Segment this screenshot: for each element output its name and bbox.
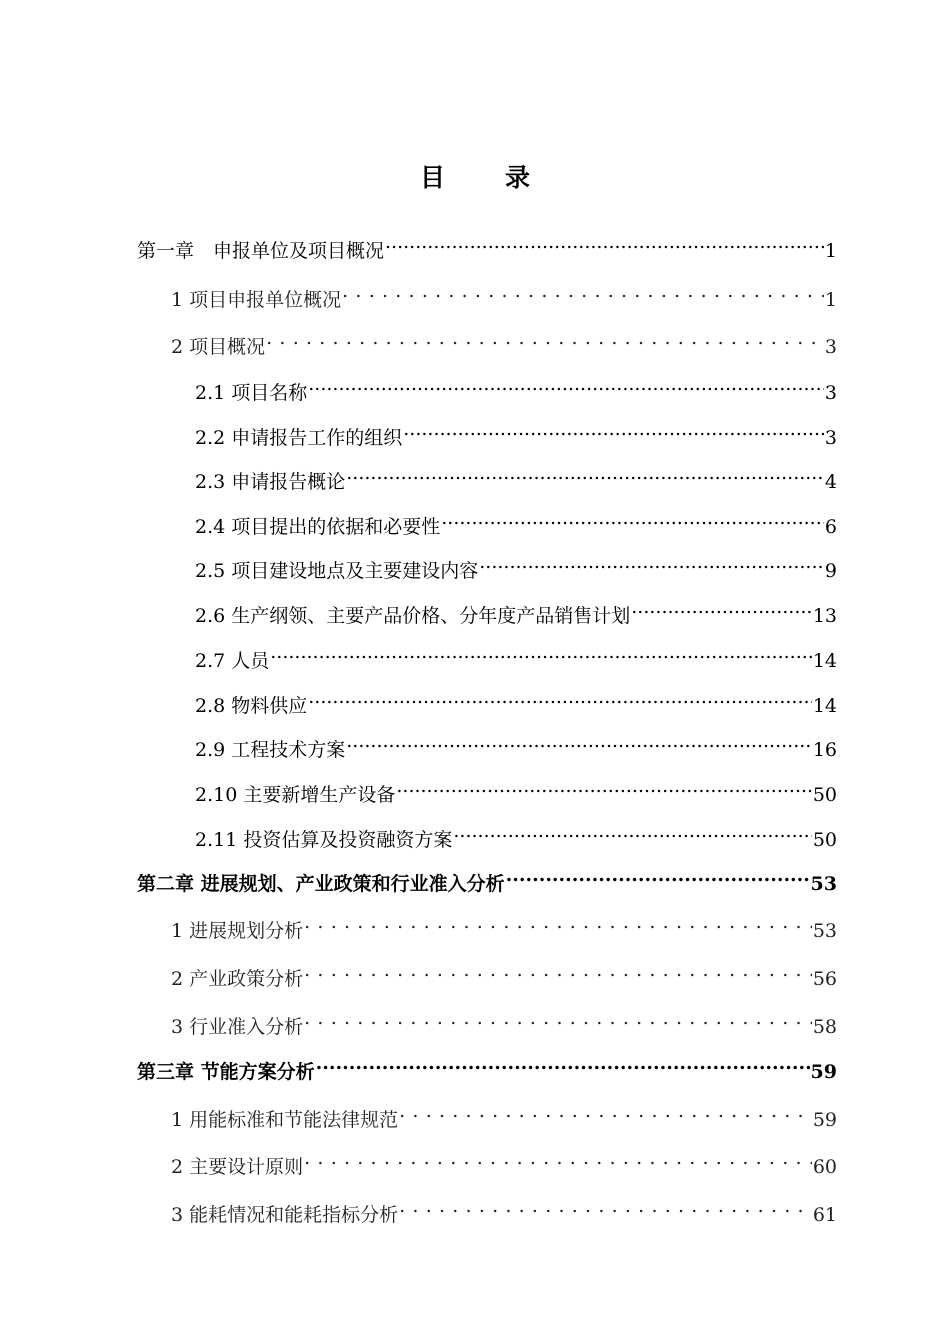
title-char-left: 目: [419, 163, 445, 192]
toc-entry-label: 1 用能标准和节能法律规范: [171, 1109, 399, 1131]
toc-entry-label: 2.10 主要新增生产设备: [195, 784, 396, 806]
toc-entry-page: 50: [812, 784, 837, 806]
dot-leader: [479, 547, 824, 577]
dot-leader: [385, 227, 824, 257]
toc-entry-label: 2.2 申请报告工作的组织: [195, 427, 403, 449]
toc-entry-label: 1 进展规划分析: [171, 920, 304, 942]
toc-entry-page: 14: [812, 650, 837, 672]
toc-entry-page: 14: [812, 695, 837, 717]
toc-entry-page: 16: [812, 739, 837, 761]
dot-leader: [506, 860, 810, 890]
dot-leader: [266, 323, 824, 353]
toc-entry-page: 1: [824, 289, 837, 311]
dot-leader: [346, 726, 812, 756]
dot-leader: [396, 771, 811, 801]
toc-entry-label: 3 能耗情况和能耗指标分析: [171, 1204, 399, 1226]
toc-entry-page: 58: [812, 1016, 837, 1038]
toc-entry-page: 61: [812, 1204, 837, 1226]
toc-entry-label: 2.4 项目提出的依据和必要性: [195, 516, 441, 538]
toc-entry-page: 53: [812, 920, 837, 942]
toc-entry-label: 3 行业准入分析: [171, 1016, 304, 1038]
toc-entry-2-4[interactable]: [195, 503, 837, 538]
dot-leader: [316, 1048, 810, 1078]
toc-entry-page: 13: [812, 605, 837, 627]
toc-entry-label: 第三章 节能方案分析: [137, 1061, 315, 1083]
toc-entry-page: 6: [824, 516, 837, 538]
toc-entry-page: 53: [810, 873, 837, 895]
dot-leader: [631, 592, 812, 622]
dot-leader: [342, 276, 824, 306]
toc-entry-2-5[interactable]: [195, 547, 837, 582]
toc-entry-chapter-2[interactable]: [137, 860, 837, 895]
toc-entry-page: 4: [824, 471, 837, 493]
dot-leader: [308, 369, 824, 399]
dot-leader: [304, 907, 812, 937]
dot-leader: [441, 503, 824, 533]
toc-entry-2-2[interactable]: [195, 414, 837, 449]
dot-leader: [399, 1096, 812, 1126]
toc-entry-chapter-3[interactable]: [137, 1048, 837, 1083]
toc-entry-page: 3: [824, 427, 837, 449]
dot-leader: [403, 414, 824, 444]
toc-entry-page: 60: [812, 1156, 837, 1178]
toc-entry-chapter-1[interactable]: [137, 227, 837, 262]
toc-entry-ch2-1[interactable]: [171, 907, 837, 942]
toc-entry-page: 59: [812, 1109, 837, 1131]
toc-entry-2-9[interactable]: [195, 726, 837, 761]
dot-leader: [304, 955, 812, 985]
dot-leader: [308, 682, 812, 712]
toc-entry-ch3-2[interactable]: [171, 1143, 837, 1178]
toc-entry-2-6[interactable]: [195, 592, 837, 627]
toc-entry-page: 59: [810, 1061, 837, 1083]
toc-entry-ch2-2[interactable]: [171, 955, 837, 990]
toc-entry-page: 3: [824, 382, 837, 404]
toc-entry-label: 2.5 项目建设地点及主要建设内容: [195, 560, 479, 582]
toc-entry-label: 2.11 投资估算及投资融资方案: [195, 829, 453, 851]
toc-entry-label: 2 主要设计原则: [171, 1156, 304, 1178]
toc-entry-label: 2.1 项目名称: [195, 382, 308, 404]
toc-entry-ch2-3[interactable]: [171, 1003, 837, 1038]
dot-leader: [304, 1143, 812, 1173]
toc-entry-label: 2 项目概况: [171, 336, 266, 358]
toc-entry-2-3[interactable]: [195, 458, 837, 493]
toc-entry-page: 3: [824, 336, 837, 358]
toc-entry-page: 56: [812, 968, 837, 990]
toc-entry-label: 2.7 人员: [195, 650, 270, 672]
toc-entry-ch3-3[interactable]: [171, 1191, 837, 1226]
toc-entry-label: 2.9 工程技术方案: [195, 739, 346, 761]
title-char-right: 录: [505, 163, 531, 192]
toc-entry-label: 2.8 物料供应: [195, 695, 308, 717]
toc-entry-1-1[interactable]: [171, 276, 837, 311]
toc-entry-2-7[interactable]: [195, 637, 837, 672]
toc-entry-2-8[interactable]: [195, 682, 837, 717]
toc-entry-1-2[interactable]: [171, 323, 837, 358]
dot-leader: [453, 816, 811, 846]
toc-entry-label: 2 产业政策分析: [171, 968, 304, 990]
toc-entry-label: 1 项目申报单位概况: [171, 289, 342, 311]
toc-entry-2-10[interactable]: [195, 771, 837, 806]
toc-entry-label: 2.3 申请报告概论: [195, 471, 346, 493]
toc-entry-ch3-1[interactable]: [171, 1096, 837, 1131]
dot-leader: [270, 637, 812, 667]
dot-leader: [346, 458, 824, 488]
toc-entry-label: 2.6 生产纲领、主要产品价格、分年度产品销售计划: [195, 605, 631, 627]
toc-entry-2-1[interactable]: [195, 369, 837, 404]
toc-entry-page: 9: [824, 560, 837, 582]
dot-leader: [304, 1003, 812, 1033]
dot-leader: [399, 1191, 812, 1221]
toc-entry-2-11[interactable]: [195, 816, 837, 851]
toc-entry-page: 50: [812, 829, 837, 851]
toc-entry-label: 第二章 进展规划、产业政策和行业准入分析: [137, 873, 505, 895]
toc-entry-label: 第一章 申报单位及项目概况: [137, 240, 385, 262]
toc-entry-page: 1: [824, 240, 837, 262]
